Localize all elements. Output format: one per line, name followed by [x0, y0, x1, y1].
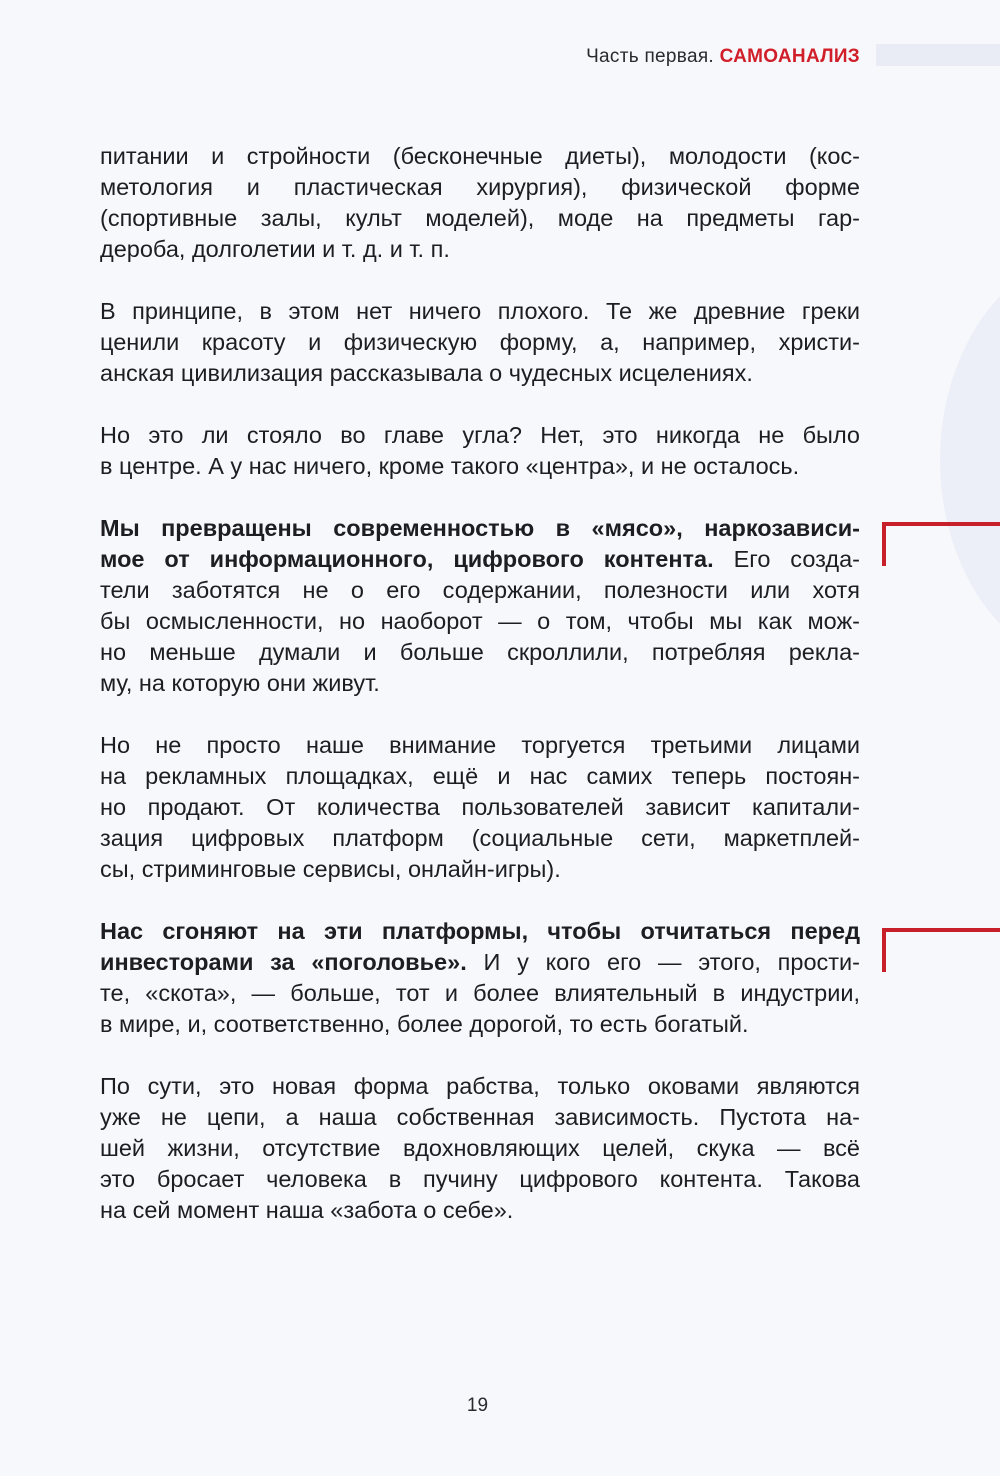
- text-line: метология и пластическая хирургия), физической форме: [100, 174, 860, 200]
- text-line: Но не просто наше внимание торгуется третьими лицами: [100, 732, 860, 758]
- text-line: [100, 668, 860, 699]
- paragraph: [100, 513, 860, 699]
- highlight-marker-1: [882, 522, 1000, 566]
- text-line: в центре. А у нас ничего, кроме такого «центра», и не осталось.: [100, 453, 800, 479]
- paragraph: [100, 420, 860, 482]
- text-line: ценили красоту и физическую форму, а, например, христи-: [100, 329, 860, 355]
- regular-text: му, на которую они живут.: [100, 670, 380, 696]
- paragraph: [100, 141, 860, 265]
- bold-emphasis: мое от информационного, цифрового контента.: [100, 546, 714, 572]
- running-header: [586, 46, 860, 68]
- regular-text: но меньше думали и больше скроллили, потребляя рекла-: [100, 639, 860, 665]
- text-line: По сути, это новая форма рабства, только оковами являются: [100, 1073, 860, 1099]
- text-line: сы, стриминговые сервисы, онлайн-игры).: [100, 856, 561, 882]
- text-line: анская цивилизация рассказывала о чудесных исцелениях.: [100, 360, 753, 386]
- bold-emphasis: Мы превращены современностью в «мясо», наркозависи-: [100, 515, 860, 541]
- page-number: 19: [466, 1395, 489, 1416]
- text-line: (спортивные залы, культ моделей), моде на предметы гар-: [100, 205, 860, 231]
- paragraph: [100, 730, 860, 885]
- text-line: уже не цепи, а наша собственная зависимость. Пустота на-: [100, 1104, 860, 1130]
- regular-text: в мире, и, соответственно, более дорогой, то есть богатый.: [100, 1011, 749, 1037]
- regular-text: Его созда-: [713, 546, 860, 572]
- text-line: шей жизни, отсутствие вдохновляющих целей, скука — всё: [100, 1135, 860, 1161]
- paragraph: [100, 296, 860, 389]
- header-decorative-band: [876, 44, 1000, 66]
- regular-text: И у кого его — этого, прости-: [466, 949, 860, 975]
- text-line: [100, 947, 860, 978]
- decorative-background-shape: [940, 250, 1000, 670]
- text-line: [100, 1009, 860, 1040]
- text-line: это бросает человека в пучину цифрового контента. Такова: [100, 1166, 860, 1192]
- running-header-part: Часть первая.: [586, 46, 715, 67]
- bold-emphasis: Нас сгоняют на эти платформы, чтобы отчитаться перед: [100, 918, 860, 944]
- running-header-section: САМОАНАЛИЗ: [719, 46, 860, 67]
- text-line: дероба, долголетии и т. д. и т. п.: [100, 236, 450, 262]
- text-line: на сей момент наша «забота о себе».: [100, 1197, 514, 1223]
- text-line: [100, 544, 860, 575]
- bold-emphasis: инвесторами за «поголовье».: [100, 949, 467, 975]
- regular-text: тели заботятся не о его содержании, полезности или хотя: [100, 577, 860, 603]
- body-text: [100, 141, 860, 1257]
- text-line: [100, 637, 860, 668]
- text-line: [100, 575, 860, 606]
- text-line: Но это ли стояло во главе угла? Нет, это никогда не было: [100, 422, 860, 448]
- text-line: В принципе, в этом нет ничего плохого. Те же древние греки: [100, 298, 860, 324]
- regular-text: те, «скота», — больше, тот и более влиятельный в индустрии,: [100, 980, 860, 1006]
- paragraph: [100, 1071, 860, 1226]
- text-line: на рекламных площадках, ещё и нас самих теперь постоян-: [100, 763, 860, 789]
- text-line: зация цифровых платформ (социальные сети, маркетплей-: [100, 825, 860, 851]
- text-line: [100, 513, 860, 544]
- text-line: питании и стройности (бесконечные диеты), молодости (кос-: [100, 143, 860, 169]
- paragraph: [100, 916, 860, 1040]
- highlight-marker-2: [882, 928, 1000, 972]
- text-line: [100, 916, 860, 947]
- text-line: [100, 978, 860, 1009]
- text-line: но продают. От количества пользователей зависит капитали-: [100, 794, 860, 820]
- regular-text: бы осмысленности, но наоборот — о том, чтобы мы как мож-: [100, 608, 860, 634]
- text-line: [100, 606, 860, 637]
